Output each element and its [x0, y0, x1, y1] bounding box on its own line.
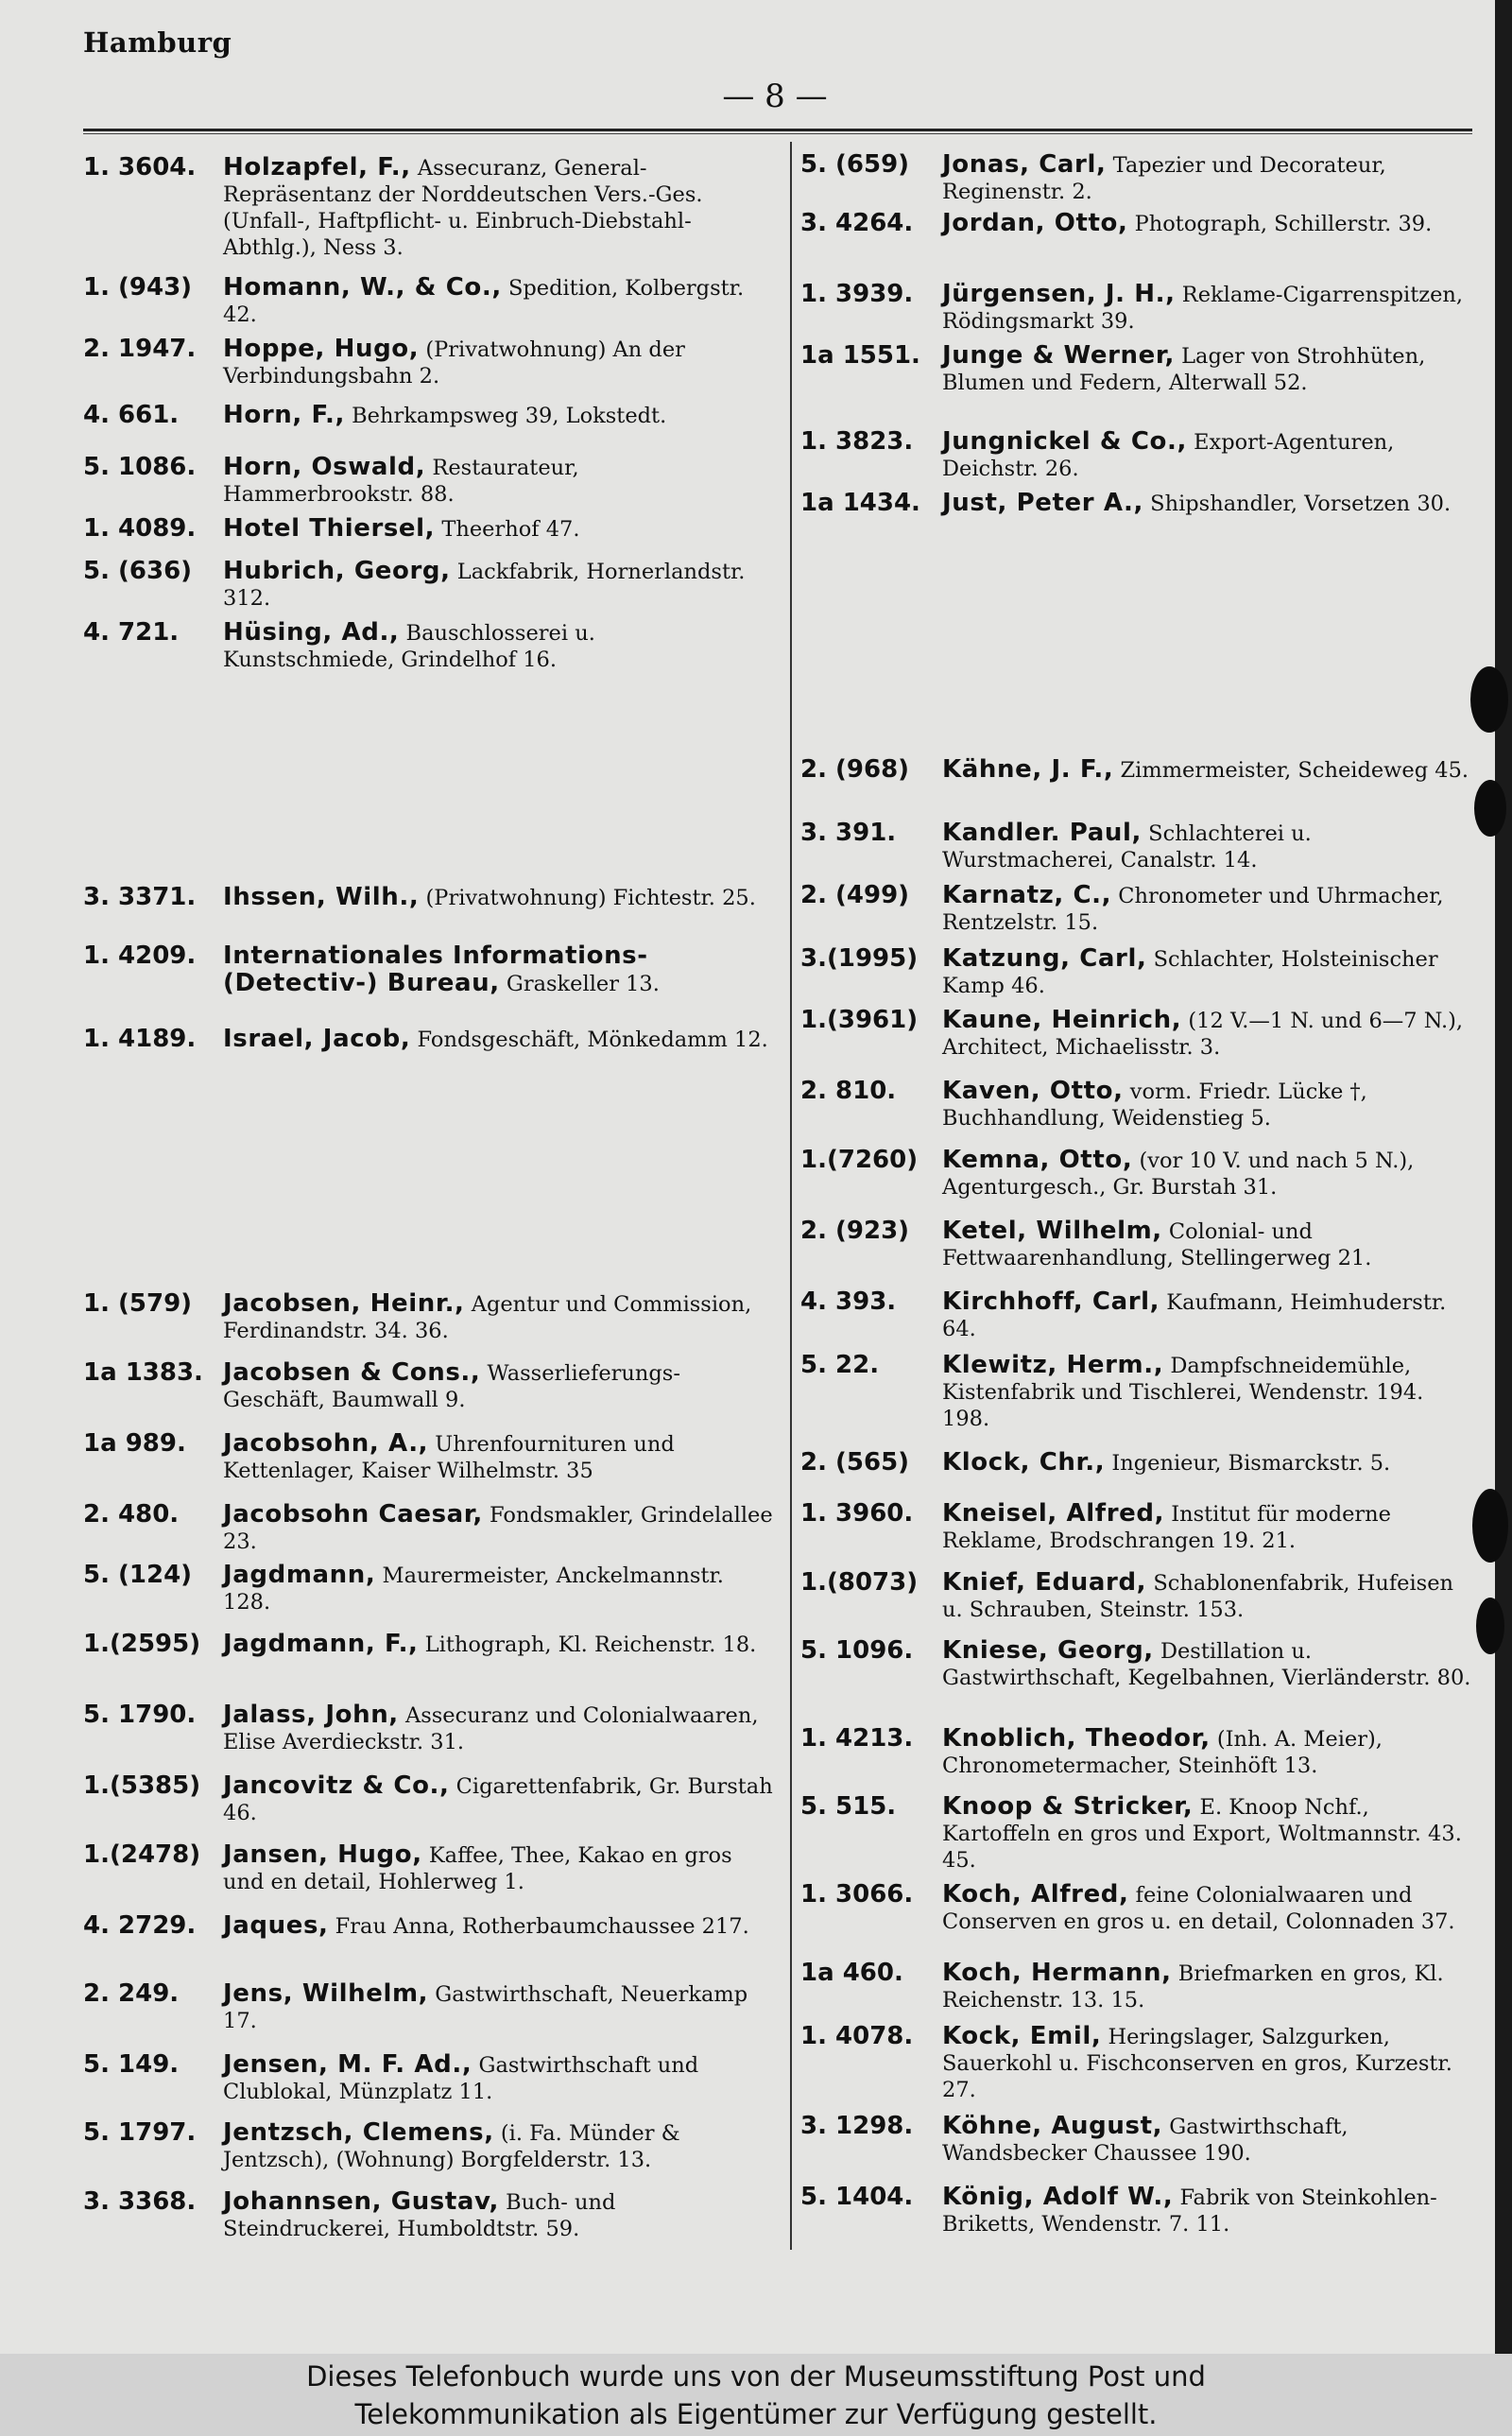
- subscriber-description: Restaurateur, Hammerbrookstr. 88.: [223, 456, 579, 507]
- subscriber-description: Kaufmann, Heimhuderstr. 64.: [942, 1290, 1447, 1341]
- directory-entry: [83, 2188, 773, 2242]
- directory-entry: [83, 2051, 773, 2105]
- directory-entry: [800, 151, 1476, 205]
- subscriber-description: Behrkampsweg 39, Lokstedt.: [344, 404, 667, 428]
- subscriber-description: Agentur und Commission, Ferdinandstr. 34. 36.: [223, 1292, 752, 1343]
- directory-entry: [800, 490, 1476, 517]
- subscriber-name: Jagdmann, F.,: [223, 1630, 419, 1658]
- phone-number: 1.(2595): [83, 1630, 201, 1658]
- phone-number: 2. (923): [800, 1217, 910, 1245]
- directory-entry: [83, 1562, 773, 1615]
- subscriber-name: Jalass, John,: [223, 1701, 399, 1729]
- subscriber-name: König, Adolf W.,: [942, 2183, 1174, 2211]
- entry-text: [83, 1430, 773, 1484]
- subscriber-name: Kniese, Georg,: [942, 1636, 1154, 1665]
- subscriber-description: Maurermeister, Anckelmannstr. 128.: [223, 1564, 724, 1615]
- subscriber-description: (Privatwohnung) An der Verbindungsbahn 2.: [223, 337, 685, 389]
- phone-number: 1. 4209.: [83, 942, 197, 970]
- subscriber-name: Klewitz, Herm.,: [942, 1351, 1164, 1379]
- subscriber-description: vorm. Friedr. Lücke †, Buchhandlung, Weidenstieg 5.: [942, 1080, 1367, 1131]
- subscriber-name: Jacobsen, Heinr.,: [223, 1289, 465, 1318]
- phone-number: 1a 1383.: [83, 1358, 203, 1387]
- entry-text: [83, 2051, 773, 2105]
- phone-number: 1. 3939.: [800, 280, 914, 308]
- phone-number: 1. 4189.: [83, 1025, 197, 1053]
- phone-number: 5. 1086.: [83, 453, 197, 481]
- directory-entry: [800, 1960, 1476, 2013]
- subscriber-name: Jonas, Carl,: [942, 150, 1107, 179]
- directory-entry: [800, 1793, 1476, 1874]
- subscriber-name: Katzung, Carl,: [942, 944, 1147, 973]
- subscriber-description: Schablonenfabrik, Hufeisen u. Schrauben, Steinstr. 153.: [942, 1571, 1454, 1622]
- phone-number: 4. 721.: [83, 618, 180, 647]
- subscriber-name: Kock, Emil,: [942, 2022, 1102, 2050]
- phone-number: 5. (124): [83, 1561, 193, 1589]
- phone-number: 5. 22.: [800, 1351, 880, 1379]
- phone-number: 5. (659): [800, 150, 910, 179]
- subscriber-name: Jordan, Otto,: [942, 209, 1128, 237]
- subscriber-name: Just, Peter A.,: [942, 489, 1144, 517]
- subscriber-description: feine Colonialwaaren und Conserven en gros u. en detail, Colonnaden 37.: [942, 1883, 1455, 1934]
- subscriber-name: Hotel Thiersel,: [223, 514, 436, 543]
- entry-text: [83, 619, 773, 673]
- subscriber-description: Gastwirthschaft und Clublokal, Münzplatz 11.: [223, 2053, 699, 2104]
- subscriber-name: Jens, Wilhelm,: [223, 1979, 429, 2008]
- directory-entry: [800, 1449, 1476, 1477]
- subscriber-description: Gastwirthschaft, Neuerkamp 17.: [223, 1982, 748, 2033]
- directory-entry: [800, 281, 1476, 335]
- phone-number: 2. 480.: [83, 1500, 180, 1529]
- header-rule-thin: [83, 133, 1472, 134]
- subscriber-description: Photograph, Schillerstr. 39.: [1127, 212, 1433, 236]
- directory-entry: [800, 2113, 1476, 2167]
- phone-number: 4. 2729.: [83, 1911, 197, 1940]
- subscriber-name: Jentzsch, Clemens,: [223, 2118, 494, 2147]
- entry-text: [800, 1288, 1476, 1342]
- phone-number: 1. 3823.: [800, 427, 914, 456]
- subscriber-name: Holzapfel, F.,: [223, 153, 411, 181]
- phone-number: 1. 3066.: [800, 1880, 914, 1909]
- directory-entry: [800, 1147, 1476, 1201]
- subscriber-name: Hoppe, Hugo,: [223, 335, 420, 363]
- subscriber-description: Assecuranz, General-Repräsentanz der Norddeutschen Vers.-Ges. (Unfall-, Haftpflicht- u. Einbruch-Diebstahl-Abthlg.), Ness 3.: [223, 156, 703, 260]
- page-number: — 8 —: [722, 78, 828, 115]
- phone-number: 1.(7260): [800, 1146, 919, 1174]
- directory-entry: [83, 1841, 773, 1895]
- subscriber-name: Knoop & Stricker,: [942, 1792, 1194, 1821]
- page-binding-edge: [1495, 0, 1512, 2354]
- subscriber-name: Jagdmann,: [223, 1561, 376, 1589]
- phone-number: 2. 1947.: [83, 335, 197, 363]
- subscriber-description: Fondsmakler, Grindelallee 23.: [223, 1503, 773, 1554]
- subscriber-name: Jaques,: [223, 1911, 329, 1940]
- subscriber-description: Lager von Strohhüten, Blumen und Federn, Alterwall 52.: [942, 344, 1426, 395]
- directory-entry: [800, 756, 1476, 784]
- subscriber-description: Gastwirthschaft, Wandsbecker Chaussee 190.: [942, 2115, 1349, 2166]
- subscriber-description: Frau Anna, Rotherbaumchaussee 217.: [328, 1914, 749, 1939]
- subscriber-name: Internationales Informations-(Detectiv-) Bureau,: [223, 942, 648, 997]
- phone-number: 5. 1790.: [83, 1701, 197, 1729]
- subscriber-description: Institut für moderne Reklame, Brodschrangen 19. 21.: [942, 1502, 1391, 1553]
- subscriber-description: Lackfabrik, Hornerlandstr. 312.: [223, 560, 746, 611]
- subscriber-name: Horn, Oswald,: [223, 453, 426, 481]
- subscriber-description: Ingenieur, Bismarckstr. 5.: [1105, 1451, 1391, 1476]
- phone-number: 1.(8073): [800, 1568, 919, 1597]
- subscriber-description: (Inh. A. Meier), Chronometermacher, Steinhöft 13.: [942, 1727, 1383, 1778]
- phone-number: 5. 1797.: [83, 2118, 197, 2147]
- subscriber-description: Export-Agenturen, Deichstr. 26.: [942, 430, 1395, 481]
- subscriber-description: Destillation u. Gastwirthschaft, Kegelbahnen, Vierländerstr. 80.: [942, 1639, 1471, 1690]
- directory-entry: [83, 1359, 773, 1413]
- subscriber-name: Jacobsohn Caesar,: [223, 1500, 483, 1529]
- subscriber-description: Dampfschneidemühle, Kistenfabrik und Tischlerei, Wendenstr. 194. 198.: [942, 1354, 1424, 1431]
- directory-entry: [83, 454, 773, 508]
- phone-number: 1. (579): [83, 1289, 193, 1318]
- phone-number: 2. 249.: [83, 1979, 180, 2008]
- directory-entry: [83, 1912, 773, 1940]
- phone-number: 3. 391.: [800, 819, 897, 847]
- subscriber-name: Kähne, J. F.,: [942, 755, 1114, 784]
- subscriber-description: Tapezier und Decorateur, Reginenstr. 2.: [942, 153, 1386, 204]
- phone-number: 2. (565): [800, 1448, 910, 1477]
- phone-number: 1. 4089.: [83, 514, 197, 543]
- subscriber-name: Klock, Chr.,: [942, 1448, 1106, 1477]
- entry-text: [83, 1980, 773, 2034]
- subscriber-description: (Privatwohnung) Fichtestr. 25.: [419, 886, 756, 910]
- phone-number: 5. (636): [83, 557, 193, 585]
- subscriber-name: Kemna, Otto,: [942, 1146, 1133, 1174]
- directory-entry: [800, 820, 1476, 873]
- subscriber-description: Assecuranz und Colonialwaaren, Elise Averdieckstr. 31.: [223, 1703, 759, 1754]
- subscriber-description: Graskeller 13.: [499, 972, 660, 996]
- subscriber-name: Jungnickel & Co.,: [942, 427, 1187, 456]
- directory-entry: [800, 1078, 1476, 1132]
- subscriber-name: Johannsen, Gustav,: [223, 2187, 499, 2216]
- subscriber-name: Karnatz, C.,: [942, 881, 1112, 909]
- ink-blot: [1474, 780, 1506, 837]
- subscriber-name: Jacobsen & Cons.,: [223, 1358, 481, 1387]
- subscriber-description: Cigarettenfabrik, Gr. Burstah 46.: [223, 1774, 773, 1825]
- phone-number: 2. 810.: [800, 1077, 897, 1105]
- entry-text: [83, 1501, 773, 1555]
- directory-entry: [800, 945, 1476, 999]
- archive-footer: [0, 2354, 1512, 2436]
- subscriber-name: Kirchhoff, Carl,: [942, 1287, 1160, 1316]
- directory-entry: [83, 1702, 773, 1755]
- directory-entry: [800, 882, 1476, 936]
- subscriber-name: Israel, Jacob,: [223, 1025, 411, 1053]
- subscriber-description: Colonial- und Fettwaarenhandlung, Stellingerweg 21.: [942, 1219, 1372, 1270]
- directory-entry: [800, 1352, 1476, 1432]
- subscriber-name: Knoblich, Theodor,: [942, 1724, 1211, 1753]
- subscriber-name: Jacobsohn, A.,: [223, 1429, 429, 1458]
- phone-number: 1. (943): [83, 273, 193, 302]
- subscriber-description: Uhrenfournituren und Kettenlager, Kaiser Wilhelmstr. 35: [223, 1432, 675, 1483]
- directory-entry: [800, 1569, 1476, 1623]
- subscriber-description: Bauschlosserei u. Kunstschmiede, Grindelhof 16.: [223, 621, 595, 672]
- subscriber-description: Fabrik von Steinkohlen-Briketts, Wendenstr. 7. 11.: [942, 2185, 1437, 2237]
- phone-number: 1.(2478): [83, 1840, 201, 1869]
- phone-number: 3. 1298.: [800, 2112, 914, 2140]
- phone-number: 4. 393.: [800, 1287, 897, 1316]
- subscriber-name: Jürgensen, J. H.,: [942, 280, 1176, 308]
- subscriber-name: Ketel, Wilhelm,: [942, 1217, 1162, 1245]
- directory-entry: [83, 336, 773, 389]
- phone-number: 1.(5385): [83, 1771, 201, 1800]
- entry-text: [83, 402, 773, 429]
- directory-entry: [800, 428, 1476, 482]
- directory-entry: [800, 2023, 1476, 2103]
- subscriber-name: Hubrich, Georg,: [223, 557, 451, 585]
- entry-text: [800, 1078, 1476, 1132]
- directory-entry: [800, 1500, 1476, 1554]
- directory-entry: [83, 154, 773, 261]
- directory-entry: [83, 2119, 773, 2173]
- subscriber-name: Jansen, Hugo,: [223, 1840, 422, 1869]
- ink-blot: [1472, 1489, 1508, 1563]
- subscriber-description: Shipshandler, Vorsetzen 30.: [1143, 492, 1452, 516]
- phone-number: 1a 989.: [83, 1429, 186, 1458]
- subscriber-description: (vor 10 V. und nach 5 N.), Agenturgesch., Gr. Burstah 31.: [942, 1149, 1415, 1200]
- subscriber-description: Spedition, Kolbergstr. 42.: [223, 276, 745, 327]
- subscriber-description: Zimmermeister, Scheideweg 45.: [1113, 758, 1469, 783]
- subscriber-name: Junge & Werner,: [942, 341, 1175, 370]
- directory-entry: [800, 1288, 1476, 1342]
- subscriber-name: Knief, Eduard,: [942, 1568, 1147, 1597]
- subscriber-description: Fondsgeschäft, Mönkedamm 12.: [410, 1028, 768, 1052]
- city-header: Hamburg: [83, 26, 232, 59]
- subscriber-description: Buch- und Steindruckerei, Humboldtstr. 59.: [223, 2190, 616, 2241]
- column-divider: [790, 142, 792, 2250]
- directory-entry: [83, 402, 773, 429]
- subscriber-description: Briefmarken en gros, Kl. Reichenstr. 13. 15.: [942, 1961, 1444, 2013]
- phone-number: 4. 661.: [83, 401, 180, 429]
- subscriber-name: Horn, F.,: [223, 401, 345, 429]
- directory-entry: [83, 1501, 773, 1555]
- subscriber-name: Ihssen, Wilh.,: [223, 883, 420, 911]
- subscriber-name: Kaven, Otto,: [942, 1077, 1124, 1105]
- footer-line-1: Dieses Telefonbuch wurde uns von der Museumsstiftung Post und: [306, 2360, 1206, 2393]
- directory-entry: [83, 1772, 773, 1826]
- directory-entry: [800, 1881, 1476, 1935]
- subscriber-description: (i. Fa. Münder & Jentzsch), (Wohnung) Borgfelderstr. 13.: [223, 2121, 680, 2172]
- subscriber-description: Wasserlieferungs-Geschäft, Baumwall 9.: [223, 1361, 680, 1412]
- directory-entry: [83, 1026, 773, 1053]
- phone-number: 3.(1995): [800, 944, 919, 973]
- subscriber-name: Homann, W., & Co.,: [223, 273, 502, 302]
- subscriber-name: Hüsing, Ad.,: [223, 618, 400, 647]
- subscriber-description: Heringslager, Salzgurken, Sauerkohl u. Fischconserven en gros, Kurzestr. 27.: [942, 2025, 1452, 2102]
- phone-number: 1.(3961): [800, 1006, 919, 1034]
- phone-number: 5. 1404.: [800, 2183, 914, 2211]
- directory-entry: [800, 1725, 1476, 1779]
- phone-number: 5. 515.: [800, 1792, 897, 1821]
- subscriber-name: Jancovitz & Co.,: [223, 1771, 450, 1800]
- phone-number: 1. 3604.: [83, 153, 197, 181]
- phone-number: 2. (499): [800, 881, 910, 909]
- subscriber-name: Kneisel, Alfred,: [942, 1499, 1165, 1528]
- directory-entry: [800, 342, 1476, 396]
- ink-blot: [1476, 1598, 1504, 1654]
- phone-number: 1. 3960.: [800, 1499, 914, 1528]
- directory-entry: [800, 210, 1476, 237]
- subscriber-description: (12 V.—1 N. und 6—7 N.), Architect, Michaelisstr. 3.: [942, 1009, 1464, 1060]
- directory-entry: [83, 1980, 773, 2034]
- phone-number: 1a 1434.: [800, 489, 920, 517]
- directory-entry: [800, 1007, 1476, 1061]
- directory-entry: [83, 942, 773, 997]
- directory-entry: [800, 1637, 1476, 1691]
- subscriber-description: Schlachter, Holsteinischer Kamp 46.: [942, 947, 1438, 998]
- phone-number: 3. 3371.: [83, 883, 197, 911]
- subscriber-name: Kaune, Heinrich,: [942, 1006, 1182, 1034]
- directory-entry: [83, 515, 773, 543]
- phone-number: 5. 149.: [83, 2050, 180, 2079]
- subscriber-description: Theerhof 47.: [435, 517, 580, 542]
- phone-number: 1. 4078.: [800, 2022, 914, 2050]
- directory-entry: [83, 1430, 773, 1484]
- subscriber-description: E. Knoop Nchf., Kartoffeln en gros und Export, Woltmannstr. 43. 45.: [942, 1795, 1462, 1873]
- directory-entry: [83, 884, 773, 911]
- entry-text: [800, 1793, 1476, 1874]
- subscriber-name: Koch, Hermann,: [942, 1959, 1172, 1987]
- subscriber-description: Lithograph, Kl. Reichenstr. 18.: [418, 1633, 757, 1657]
- entry-text: [800, 1352, 1476, 1432]
- phone-number: 5. 1096.: [800, 1636, 914, 1665]
- phone-number: 1. 4213.: [800, 1724, 914, 1753]
- directory-entry: [83, 1631, 773, 1658]
- phone-number: 3. 3368.: [83, 2187, 197, 2216]
- subscriber-description: Schlachterei u. Wurstmacherei, Canalstr. 14.: [942, 821, 1312, 872]
- header-rule: [83, 129, 1472, 131]
- directory-entry: [83, 274, 773, 328]
- directory-entry: [800, 2184, 1476, 2237]
- directory-entry: [83, 1290, 773, 1344]
- phone-number: 2. (968): [800, 755, 910, 784]
- directory-entry: [800, 1218, 1476, 1271]
- directory-entry: [83, 558, 773, 612]
- subscriber-description: Kaffee, Thee, Kakao en gros und en detail, Hohlerweg 1.: [223, 1843, 732, 1894]
- subscriber-name: Köhne, August,: [942, 2112, 1163, 2140]
- directory-entry: [83, 619, 773, 673]
- footer-line-2: Telekommunikation als Eigentümer zur Verfügung gestellt.: [354, 2398, 1158, 2430]
- phone-number: 1a 1551.: [800, 341, 920, 370]
- entry-text: [800, 820, 1476, 873]
- subscriber-description: Chronometer und Uhrmacher, Rentzelstr. 15.: [942, 884, 1444, 935]
- ink-blot: [1470, 666, 1508, 733]
- phone-number: 3. 4264.: [800, 209, 914, 237]
- subscriber-name: Jensen, M. F. Ad.,: [223, 2050, 472, 2079]
- subscriber-name: Kandler. Paul,: [942, 819, 1143, 847]
- phone-number: 1a 460.: [800, 1959, 903, 1987]
- subscriber-description: Reklame-Cigarrenspitzen, Rödingsmarkt 39.: [942, 283, 1464, 334]
- subscriber-name: Koch, Alfred,: [942, 1880, 1129, 1909]
